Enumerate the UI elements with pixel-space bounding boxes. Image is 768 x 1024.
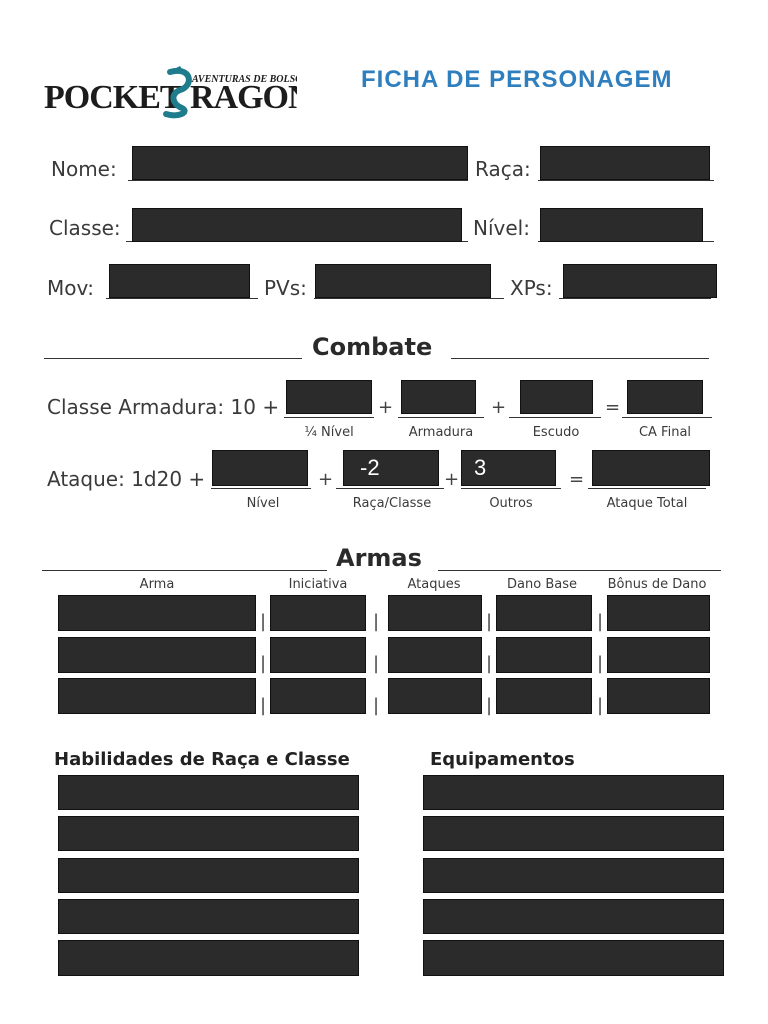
habilidade-field[interactable] [58,858,359,893]
ataque-total-caption: Ataque Total [606,496,688,511]
ca-quarter-nivel-field[interactable] [286,380,372,414]
col-ataques: Ataques [407,577,461,592]
col-iniciativa: Iniciativa [288,577,348,592]
raca-label: Raça: [475,157,531,181]
ca-plus-1: + [378,397,394,418]
nome-field[interactable] [132,146,468,180]
xps-underline [559,298,711,299]
pvs-field[interactable] [315,264,491,298]
equipamentos-heading: Equipamentos [430,749,575,770]
pvs-underline [314,298,504,299]
bonus-dano-1-field[interactable] [607,595,710,631]
ca-escudo-underline [509,417,601,418]
habilidade-field[interactable] [58,775,359,810]
ataque-outros-value: 3 [474,455,487,480]
ataque-plus-1: + [318,469,334,490]
ca-armadura-underline [398,417,484,418]
mov-label: Mov: [47,276,94,300]
equipamento-field[interactable] [423,816,724,851]
ca-quarter-nivel-underline [284,417,374,418]
habilidade-field[interactable] [58,940,359,976]
ataque-raca-classe-underline [336,488,444,489]
ca-armadura-field[interactable] [401,380,476,414]
ataque-outros-underline [461,488,561,489]
dano-base-1-field[interactable] [496,595,592,631]
xps-label: XPs: [510,276,553,300]
dano-base-3-field[interactable] [496,678,592,714]
armas-sep: | [260,611,267,632]
ataque-outros-caption: Outros [489,496,533,511]
nome-label: Nome: [51,157,117,181]
habilidades-heading: Habilidades de Raça e Classe [54,749,350,770]
armas-sep: | [597,611,604,632]
page-title: FICHA DE PERSONAGEM [361,66,673,93]
ataque-nivel-underline [211,488,311,489]
ataque-nivel-field[interactable] [212,450,308,486]
armas-sep: | [373,611,380,632]
armas-rule-right [438,570,721,571]
armas-sep: | [260,653,267,674]
equipamento-field[interactable] [423,858,724,893]
mov-field[interactable] [109,264,250,298]
ca-armadura-caption: Armadura [408,425,474,440]
raca-field[interactable] [540,146,710,180]
svg-text:RAGON: RAGO [190,79,288,116]
arma-3-field[interactable] [58,678,256,714]
equipamento-field[interactable] [423,775,724,810]
armas-sep: | [486,611,493,632]
equipamento-field[interactable] [423,940,724,976]
ca-plus-2: + [491,397,507,418]
col-bonus-dano: Bônus de Dano [607,577,707,592]
ca-escudo-field[interactable] [520,380,593,414]
armas-sep: | [260,695,267,716]
nivel-label: Nível: [473,216,530,240]
ataque-nivel-caption: Nível [246,496,280,511]
svg-text:POCKET: POCKET [44,79,182,116]
mov-underline [106,298,258,299]
armas-sep: | [486,695,493,716]
ataque-total-field[interactable] [592,450,710,486]
ca-final-caption: CA Final [638,425,692,440]
ca-escudo-caption: Escudo [532,425,580,440]
nivel-field[interactable] [540,208,703,242]
iniciativa-2-field[interactable] [270,637,366,673]
arma-1-field[interactable] [58,595,256,631]
ataque-total-underline [588,488,706,489]
armas-sep: | [597,695,604,716]
armas-rule-left [42,570,327,571]
ataque-equals: = [569,469,585,490]
ataques-2-field[interactable] [388,637,482,673]
iniciativa-3-field[interactable] [270,678,366,714]
armas-sep: | [373,653,380,674]
arma-2-field[interactable] [58,637,256,673]
ca-quarter-nivel-caption: ¼ Nível [304,425,354,440]
ca-equals: = [605,397,621,418]
pocket-dragon-logo [42,64,297,120]
classe-label: Classe: [49,216,121,240]
armas-sep: | [373,695,380,716]
dano-base-2-field[interactable] [496,637,592,673]
ataque-label: Ataque: 1d20 + [47,467,206,491]
habilidade-field[interactable] [58,899,359,934]
col-dano-base: Dano Base [507,577,577,592]
armas-heading: Armas [336,544,422,572]
ataques-3-field[interactable] [388,678,482,714]
pvs-label: PVs: [264,276,307,300]
ca-label: Classe Armadura: 10 + [47,395,280,419]
ca-final-field[interactable] [627,380,703,414]
ataque-raca-classe-caption: Raça/Classe [352,496,432,511]
ataques-1-field[interactable] [388,595,482,631]
xps-field[interactable] [563,264,717,298]
combate-heading: Combate [312,333,433,361]
iniciativa-1-field[interactable] [270,595,366,631]
col-arma: Arma [139,577,175,592]
bonus-dano-2-field[interactable] [607,637,710,673]
armas-sep: | [486,653,493,674]
bonus-dano-3-field[interactable] [607,678,710,714]
classe-field[interactable] [132,208,462,242]
equipamento-field[interactable] [423,899,724,934]
nome-underline [128,180,468,181]
ca-final-underline [622,417,712,418]
svg-text:AVENTURAS DE BOLSO: AVENTURAS DE BOLSO [192,74,297,85]
combate-rule-right [451,358,709,359]
combate-rule-left [44,358,302,359]
ataque-raca-classe-value: -2 [360,455,380,480]
habilidade-field[interactable] [58,816,359,851]
ataque-plus-2: + [444,469,460,490]
ataque-raca-classe-field[interactable] [343,450,439,486]
raca-underline [538,180,714,181]
armas-sep: | [597,653,604,674]
